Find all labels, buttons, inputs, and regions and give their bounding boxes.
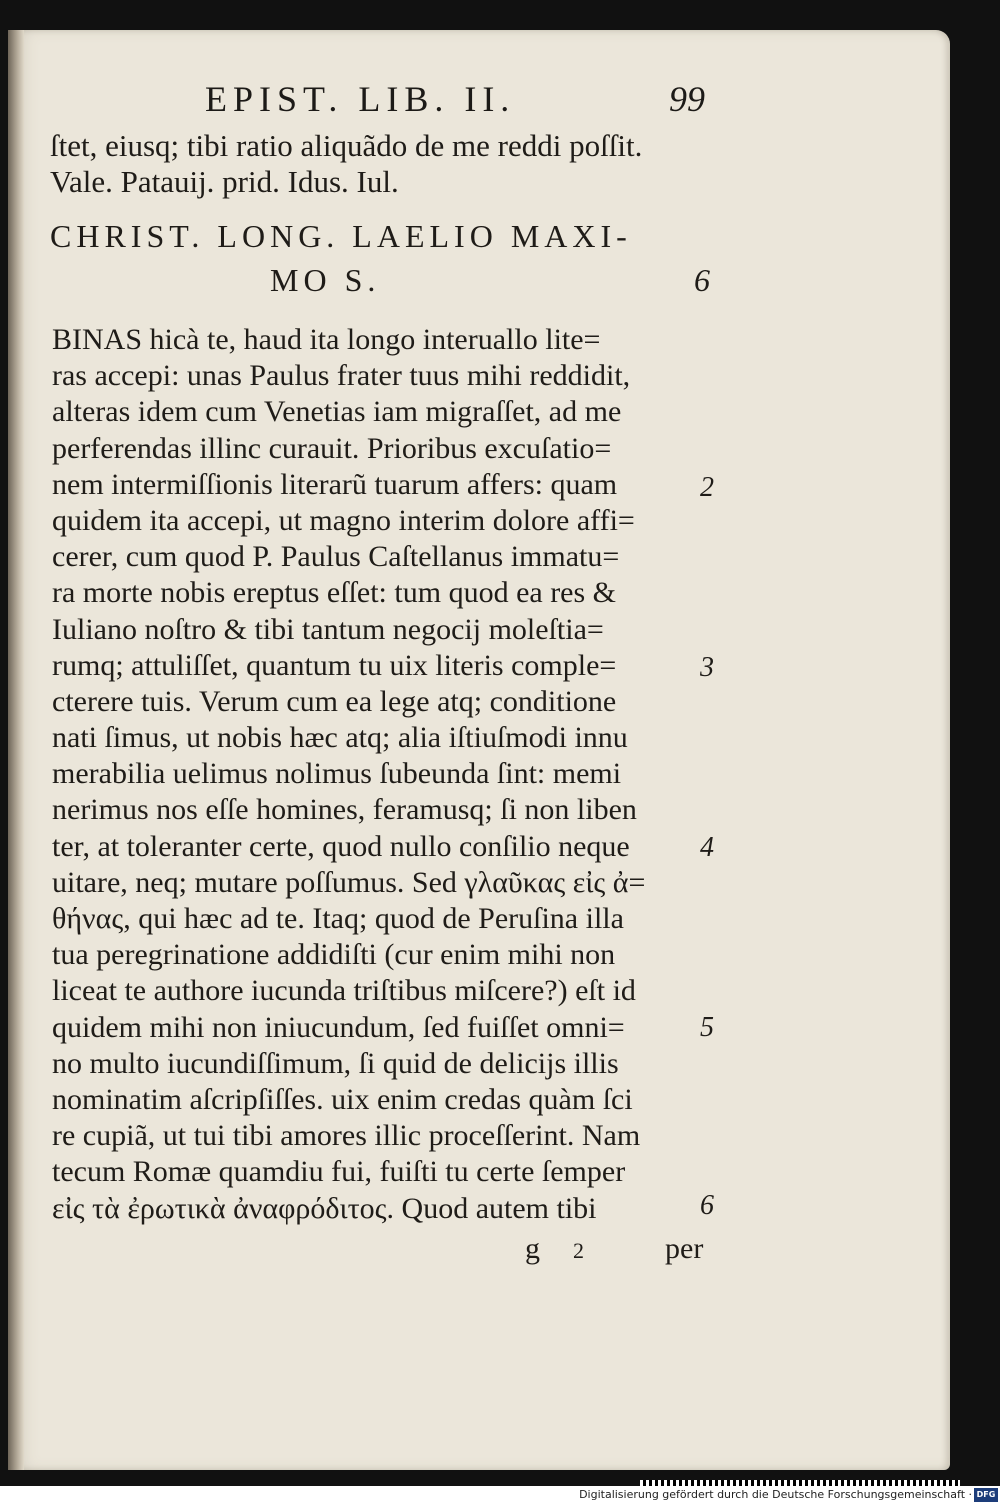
margin-number: 3 xyxy=(700,652,714,683)
page-gutter xyxy=(8,30,24,1470)
signature-number: 2 xyxy=(573,1238,584,1263)
opening-lines xyxy=(50,128,710,199)
text-line: θήνας, qui hæc ad te. Itaq; quod de Peruſina illa xyxy=(52,902,624,935)
running-head xyxy=(205,78,705,124)
text-line: tecum Romæ quamdiu fui, fuiſti tu certe ſemper xyxy=(52,1155,626,1189)
text-line: alteras idem cum Venetias iam migraſſet, ad me xyxy=(52,395,622,429)
text-line: cterere tuis. Verum cum ea lege atq; conditione xyxy=(52,684,617,718)
text-line: quidem mihi non iniucundum, ſed fuiſſet omni= xyxy=(52,1010,625,1044)
margin-number: 4 xyxy=(700,832,714,863)
dfg-logo: DFG xyxy=(974,1488,998,1502)
margin-number: 5 xyxy=(700,1012,714,1043)
text-line: nominatim aſcripſiſſes. uix enim credas quàm ſci xyxy=(52,1082,633,1116)
text-line: tua peregrinatione addidiſti (cur enim mihi non xyxy=(52,938,616,972)
text-line: Iuliano noſtro & tibi tantum negocij moleſtia= xyxy=(52,612,604,646)
running-head-title: EPIST. LIB. II. xyxy=(205,79,516,119)
text-line: nerimus nos eſſe homines, feramusq; ſi non liben xyxy=(52,793,637,827)
text-line: nati ſimus, ut nobis hæc atq; alia iſtiuſmodi innu xyxy=(52,721,628,755)
letter-number: 6 xyxy=(694,262,710,298)
text-line: no multo iucundiſſimum, ſi quid de delicijs illis xyxy=(52,1046,619,1080)
margin-number: 2 xyxy=(700,472,714,503)
footer-credit: Digitalisierung gefördert durch die Deutsche Forschungsgemeinschaft · xyxy=(579,1488,972,1501)
text-line: rumq; attuliſſet, quantum tu uix literis comple= xyxy=(52,648,617,682)
text-line: re cupiã, ut tui tibi amores illic proceſſerint. Nam xyxy=(52,1119,641,1153)
signature-line xyxy=(525,1232,725,1272)
text-line: ra morte nobis ereptus eſſet: tum quod ea res & xyxy=(52,576,617,610)
text-line: ſtet, eiusq; tibi ratio aliquãdo de me reddi poſſit. xyxy=(50,128,643,163)
text-line: liceat te authore iucunda triſtibus miſcere?) eſt id xyxy=(52,974,636,1008)
text-line: BINAS hicà te, haud ita longo interuallo lite= xyxy=(52,323,601,356)
page-number: 99 xyxy=(669,79,705,119)
text-line: perferendas illinc curauit. Prioribus excuſatio= xyxy=(52,431,612,465)
margin-number: 6 xyxy=(700,1190,714,1221)
footer-bar xyxy=(0,1486,1000,1505)
text-line: ras accepi: unas Paulus frater tuus mihi reddidit, xyxy=(52,359,631,393)
text-line: uitare, neq; mutare poſſumus. Sed γλαῦκας εἰς ἀ= xyxy=(52,865,646,899)
catchword: per xyxy=(665,1232,704,1265)
text-line: quidem ita accepi, ut magno interim dolore affi= xyxy=(52,503,635,537)
text-line: cerer, cum quod P. Paulus Caſtellanus immatu= xyxy=(52,540,620,574)
text-line: merabilia uelimus nolimus ſubeunda ſint: memi xyxy=(52,757,622,791)
text-line: nem intermiſſionis literarũ tuarum affers: quam xyxy=(52,467,618,501)
text-line: ter, at toleranter certe, quod nullo conſilio neque xyxy=(52,829,630,863)
heading-line-2: MO S. xyxy=(270,262,381,298)
text-line: εἰς τὰ ἐρωτικὰ ἀναφρόδιτος. Quod autem tibi xyxy=(52,1191,597,1225)
text-line: Vale. Patauij. prid. Idus. Iul. xyxy=(50,163,399,199)
letter-body xyxy=(52,322,712,1227)
signature-mark: g xyxy=(525,1232,540,1265)
heading-line-1: CHRIST. LONG. LAELIO MAXI- xyxy=(50,218,632,254)
